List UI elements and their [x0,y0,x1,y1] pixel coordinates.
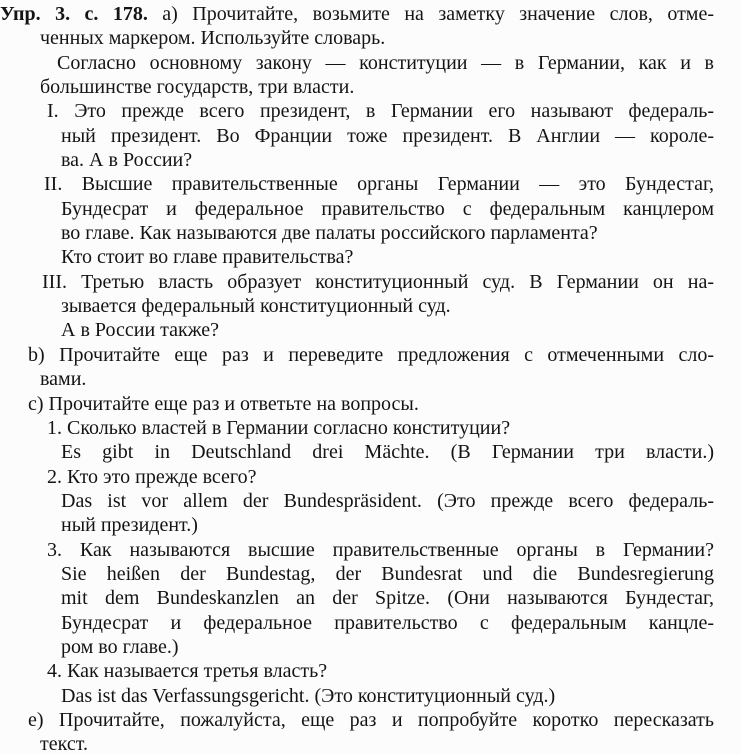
text-line-content: Sie heißen der Bundestag, der Bundesrat und die Bundesregierung [61,562,714,585]
text-line-content: Бундесрат и федеральное правительство с федеральным канцле- [61,611,714,634]
text-line-content: c) Прочитайте еще раз и ответьте на вопросы. [28,392,419,415]
text-line [0,732,714,754]
text-line-content: III. Третью власть образует конституционный суд. В Германии он на- [42,270,714,293]
text-line [0,26,714,50]
text-line [0,343,714,367]
text-line-content: вами. [40,368,87,391]
text-line-content: Согласно основному закону — конституции — в Германии, как и в [57,51,714,74]
text-line [0,99,714,123]
text-line [0,489,714,513]
text-line [0,684,714,708]
text-line [0,245,714,269]
exercise-text [0,2,714,754]
text-line-content: ва. А в России? [61,149,193,172]
text-line-content: ный президент.) [61,514,198,537]
text-line-content: mit dem Bundeskanzlen an der Spitze. (Они называются Бундестаг, [61,587,714,610]
text-line [0,318,714,342]
text-line-content: Das ist das Verfassungsgericht. (Это конституционный суд.) [61,684,556,707]
text-line-content: 3. Как называются высшие правительственные органы в Германии? [47,538,714,561]
text-line [0,465,714,489]
text-line-content: а) Прочитайте, возьмите на заметку значение слов, отме- [147,3,714,25]
text-line-content: ченных маркером. Используйте словарь. [40,27,386,50]
text-line [0,172,714,196]
text-line [0,562,714,586]
text-line [0,221,714,245]
exercise-number-label: Упр. 3. с. 178. [0,3,148,25]
text-line-content: 1. Сколько властей в Германии согласно конституции? [47,416,511,439]
text-line [0,440,714,464]
text-line [0,51,714,75]
text-line [0,270,714,294]
text-line [0,513,714,537]
text-line-content: 4. Как называется третья власть? [47,660,328,683]
text-line [0,586,714,610]
text-line [0,124,714,148]
text-line [0,635,714,659]
text-line [0,708,714,732]
text-line-content: 2. Кто это прежде всего? [47,465,257,488]
text-line [0,75,714,99]
text-line-content: e) Прочитайте, пожалуйста, еще раз и попробуйте коротко пересказать [28,708,714,731]
text-line-content: ром во главе.) [61,635,179,658]
text-line [0,2,714,26]
text-line [0,392,714,416]
text-line-content: Es gibt in Deutschland drei Mächte. (В Германии три власти.) [61,441,714,464]
text-line [0,538,714,562]
text-line-content: Das ist vor allem der Bundespräsident. (Это прежде всего федераль- [61,489,714,512]
text-line [0,416,714,440]
text-line [0,611,714,635]
text-line [0,148,714,172]
text-line-content: текст. [40,733,88,754]
text-line [0,197,714,221]
text-line-content: ный президент. Во Франции тоже президент. В Англии — короле- [61,124,714,147]
text-line-content: Бундесрат и федеральное правительство с федеральным канцлером [61,197,714,220]
text-line [0,294,714,318]
text-line-content: I. Это прежде всего президент, в Германии его называют федераль- [47,100,714,123]
text-line-content: b) Прочитайте еще раз и переведите предложения с отмеченными сло- [28,343,714,366]
text-line-content: Кто стоит во главе правительства? [61,246,354,269]
text-line-content: II. Высшие правительственные органы Германии — это Бундестаг, [44,173,714,196]
text-line [0,367,714,391]
text-line-content: зывается федеральный конституционный суд. [61,295,451,318]
text-line-content: большинстве государств, три власти. [40,76,355,99]
text-line-content: А в России также? [61,319,220,342]
text-line [0,659,714,683]
text-line-content: во главе. Как называются две палаты российского парламента? [61,222,598,245]
